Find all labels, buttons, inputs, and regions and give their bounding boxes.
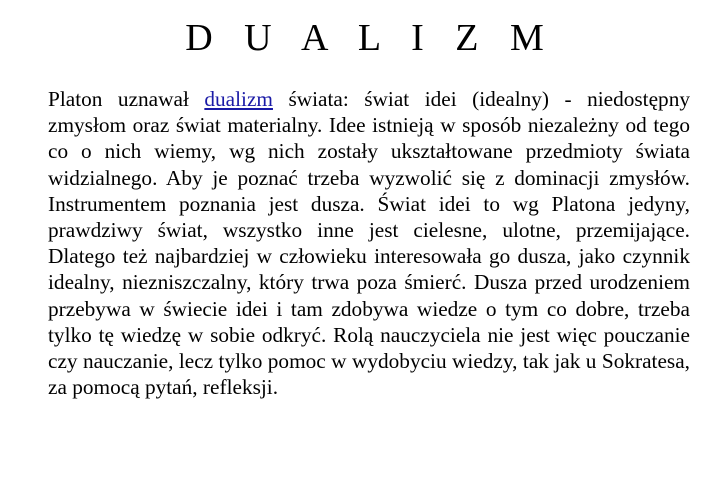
dualizm-link[interactable]: dualizm: [204, 87, 273, 111]
slide-title: D U A L I Z M: [185, 17, 555, 59]
paragraph-text-start: Platon uznawał: [48, 87, 205, 111]
body-paragraph: [48, 86, 690, 400]
paragraph-text-rest: świata: świat idei (idealny) - niedostępny zmysłom oraz świat materialny. Idee istnieją w sposób niezależny od tego co o nich wiemy, wg nich zostały ukształtowane przedmioty świata widzialnego. Aby je poznać trzeba wyzwolić się z dominacji zmysłów. Instrumentem poznania jest dusza. Świat idei to wg Platona jedyny, prawdziwy świat, wszystko inne jest cielesne, ulotne, przemijające. Dlatego też najbardziej w człowieku interesowała go dusza, jako czynnik idealny, niezniszczalny, który trwa poza śmierć. Dusza przed urodzeniem przebywa w świecie idei i tam zdobywa wiedze o tym co dobre, trzeba tylko tę wiedzę w sobie odkryć. Rolą nauczyciela nie jest więc pouczanie czy nauczanie, lecz tylko pomoc w wydobyciu wiedzy, tak jak u Sokratesa, za pomocą pytań, refleksji.: [48, 87, 690, 400]
